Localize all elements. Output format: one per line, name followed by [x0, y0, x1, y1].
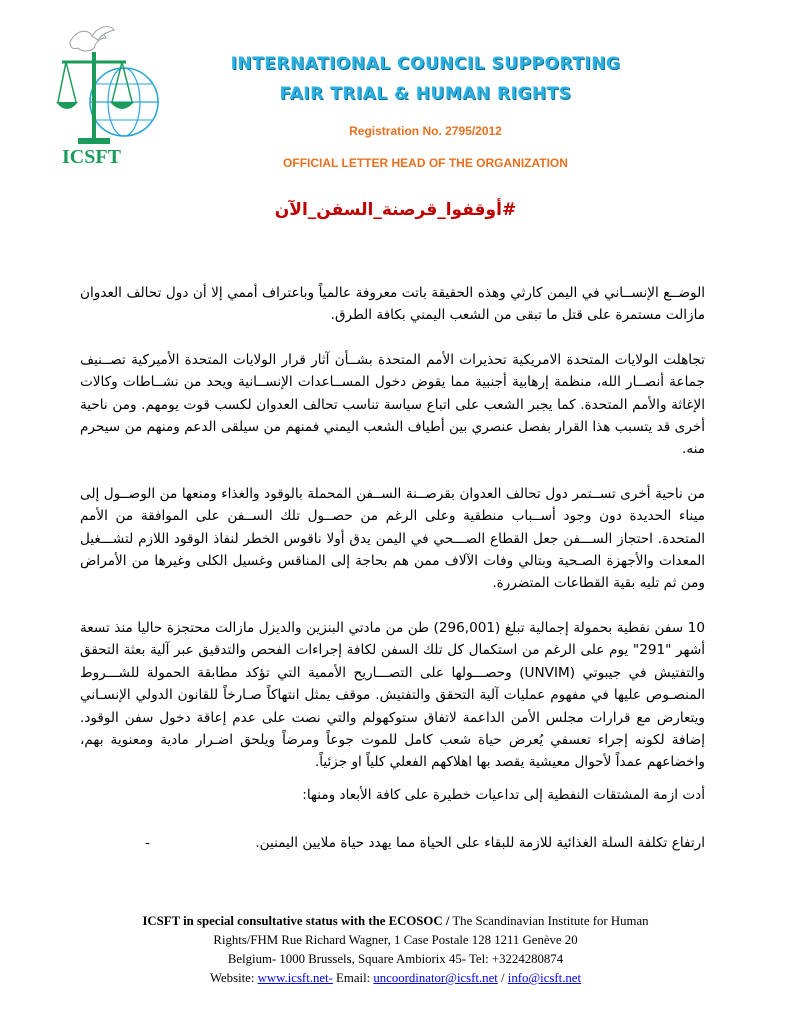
footer-line-2: Rights/FHM Rue Richard Wagner, 1 Case Postale 128 1211 Genève 20: [213, 933, 578, 947]
email-link-info[interactable]: info@icsft.net: [507, 971, 582, 985]
footer-line-1: [0, 912, 791, 931]
campaign-hashtag: #أوقفوا_قرصنة_السفن_الآن: [274, 200, 517, 220]
website-label: Website:: [209, 971, 258, 985]
paragraph-2: تجاهلت الولايات المتحدة الامريكية تحذيرات الأمم المتحدة بشــأن آثار قرار الولايات المتحدة الأميركية تصــنيف جماعة أنصــار الله، منظمة إرهابية أجنبية مما يقوض دخول المســاعدات الإنســانية ويحد من نشــاطات وكالات الإغاثة والأمم المتحدة. كما يجبر الشعب على اتباع سياسة تناسب تحالف العدوان لكسب قوت يومهم. ومن ناحية أخرى قد يتسبب هذا القرار بفصل عنصري بين أطياف الشعب اليمني فمنهم من سيلقى الدعم ومنهم من سيحرم منه.: [80, 351, 705, 458]
consultative-status: ICSFT in special consultative status with the ECOSOC /: [142, 914, 450, 928]
footer-line-3: Belgium- 1000 Brussels, Square Ambiorix 45- Tel: +3224280874: [227, 952, 564, 966]
bullet-marker: -: [145, 835, 150, 851]
footer-line-4: [0, 969, 791, 988]
letter-body: [80, 282, 705, 828]
list-item: [145, 835, 705, 851]
bullet-text: ارتفاع تكلفة السلة الغذائية للازمة للبقاء على الحياة مما يهدد حياة ملايين اليمنين.: [255, 835, 705, 851]
organization-name-line1: INTERNATIONAL COUNCIL SUPPORTING: [230, 54, 621, 74]
email-label: Email:: [332, 971, 374, 985]
official-letterhead-label: OFFICIAL LETTER HEAD OF THE ORGANIZATION: [283, 156, 568, 170]
paragraph-3: من ناحية أخرى تســتمر دول تحالف العدوان بقرصــنة الســفن المحملة بالوقود والغذاء ومنعها من الوصــول إلى ميناء الحديدة دون وجود أســباب منطقية وعلى الرغم من حصــول تلك الســفن على الموافقة من الأمم المتحدة. احتجاز الســـفن جعل القطاع الصـــحي في اليمن يدق أولا ناقوس الخطر لنفاذ الوقود اللازم لتشـــغيل المعدات والأجهزة الصـحية وبتالي وفات الآلاف ممن هم بحاجة إلى المناقس وغسيل الكلى وغيرها من الأمراض ومن ثم تليه بقية القطاعات المتضررة.: [80, 485, 705, 592]
email-separator: /: [497, 971, 508, 985]
paragraph-4: 10 سفن نفطية بحمولة إجمالية تبلغ (296,001) طن من مادتي البنزين والديزل مازالت محتجزة حاليا منذ تسعة أشهر "291" يوم على الرغم من استكمال كل تلك السفن لكافة إجراءات الفحص والتدقيق عبر آلية بعثة التحقق والتفتيش في جيبوتي (UNVIM) وحصـــولها على التصـــاريح الأممية التي تؤكد مطابقة الحمولة للشـــروط المنصـوص عليها في مفهوم عمليات آلية التحقق والتفتيش. موقف يمثل انتهاكاً صـارخاً للقانون الدولي الإنسـاني ويتعارض مع قرارات مجلس الأمن الداعمة لاتفاق ستوكهولم والتي نصت على عدم إعاقة دخول سفن الوقود. إضافة لكونه إجراء تعسفي يُعرض حياة شعب كامل للموت جوعاً ومرضاً ويلحق اضـرار مادية ومعنوية بهم، واخضاعهم عمداً لأحوال معيشية يقصد بها اهلاكهم الفعلي كلياً او جزئياً.: [80, 619, 706, 771]
letterhead-footer: [0, 912, 791, 988]
logo-text: ICSFT: [62, 146, 121, 168]
registration-number: Registration No. 2795/2012: [349, 124, 502, 138]
paragraph-5: أدت ازمة المشتقات النفطية إلى تداعيات خطيرة على كافة الأبعاد ومنها:: [302, 786, 705, 803]
footer-institute: The Scandinavian Institute for Human: [449, 914, 649, 928]
email-link-coordinator[interactable]: uncoordinator@icsft.net: [373, 971, 498, 985]
paragraph-1: الوضــع الإنســاني في اليمن كارثي وهذه الحقيقة باتت معروفة عالمياً وباعتراف أممي إلا أن دول تحالف العدوان مازالت مستمرة على قتل ما تبقى من الشعب اليمني بكافة الطرق.: [80, 285, 705, 324]
organization-name-line2: FAIR TRIAL & HUMAN RIGHTS: [279, 84, 572, 104]
website-link[interactable]: www.icsft.net-: [257, 971, 333, 985]
